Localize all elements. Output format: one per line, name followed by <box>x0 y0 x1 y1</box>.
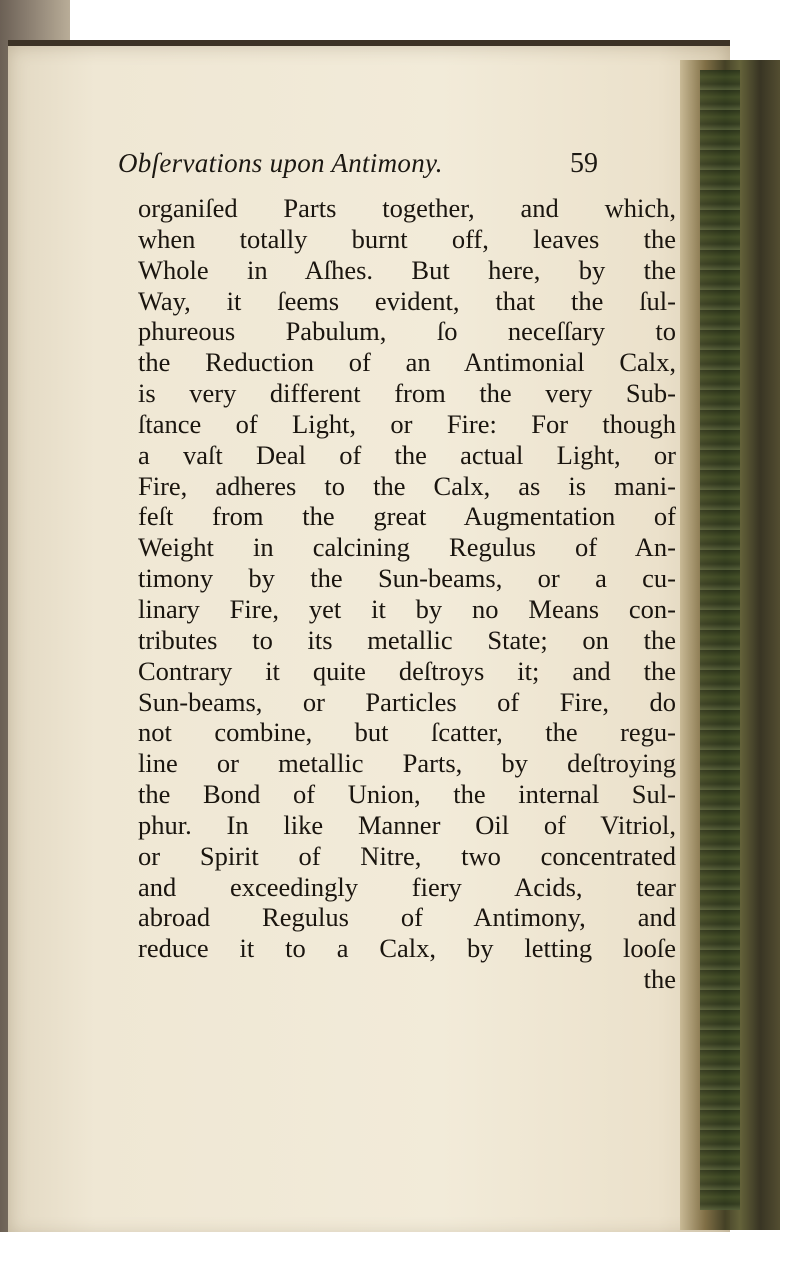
text-line: ſtance of Light, or Fire: For though <box>138 408 676 439</box>
text-line: feſt from the great Augmentation of <box>138 501 676 532</box>
text-line: Way, it ſeems evident, that the ſul- <box>138 285 676 316</box>
text-line: the Bond of Union, the internal Sul- <box>138 779 676 810</box>
bottom-margin <box>0 1232 800 1275</box>
running-title: Obſervations upon Antimony. <box>118 148 443 178</box>
body-text <box>138 193 676 995</box>
text-line: a vaſt Deal of the actual Light, or <box>138 439 676 470</box>
text-line: organiſed Parts together, and which, <box>138 193 676 223</box>
text-line: Weight in calcining Regulus of An- <box>138 532 676 563</box>
text-line: not combine, but ſcatter, the regu- <box>138 717 676 748</box>
text-line: the Reduction of an Antimonial Calx, <box>138 347 676 378</box>
text-line: Whole in Aſhes. But here, by the <box>138 254 676 285</box>
text-line: abroad Regulus of Antimony, and <box>138 902 676 933</box>
text-line: Fire, adheres to the Calx, as is mani- <box>138 470 676 501</box>
text-line: timony by the Sun-beams, or a cu- <box>138 563 676 594</box>
text-line: line or metallic Parts, by deſtroying <box>138 748 676 779</box>
text-line: Contrary it quite deſtroys it; and the <box>138 655 676 686</box>
text-line: reduce it to a Calx, by letting looſe <box>138 933 676 964</box>
text-line: and exceedingly fiery Acids, tear <box>138 871 676 902</box>
text-line: phureous Pabulum, ſo neceſſary to <box>138 316 676 347</box>
page-header <box>118 148 598 188</box>
spine-texture <box>700 70 740 1210</box>
text-line: when totally burnt off, leaves the <box>138 223 676 254</box>
text-line: Sun-beams, or Particles of Fire, do <box>138 686 676 717</box>
text-line: linary Fire, yet it by no Means con- <box>138 593 676 624</box>
text-line: or Spirit of Nitre, two concentrated <box>138 840 676 871</box>
text-line: phur. In like Manner Oil of Vitriol, <box>138 809 676 840</box>
catchword: the <box>643 964 676 995</box>
text-line: is very different from the very Sub- <box>138 378 676 409</box>
text-line: tributes to its metallic State; on the <box>138 624 676 655</box>
page-number: 59 <box>570 148 598 179</box>
